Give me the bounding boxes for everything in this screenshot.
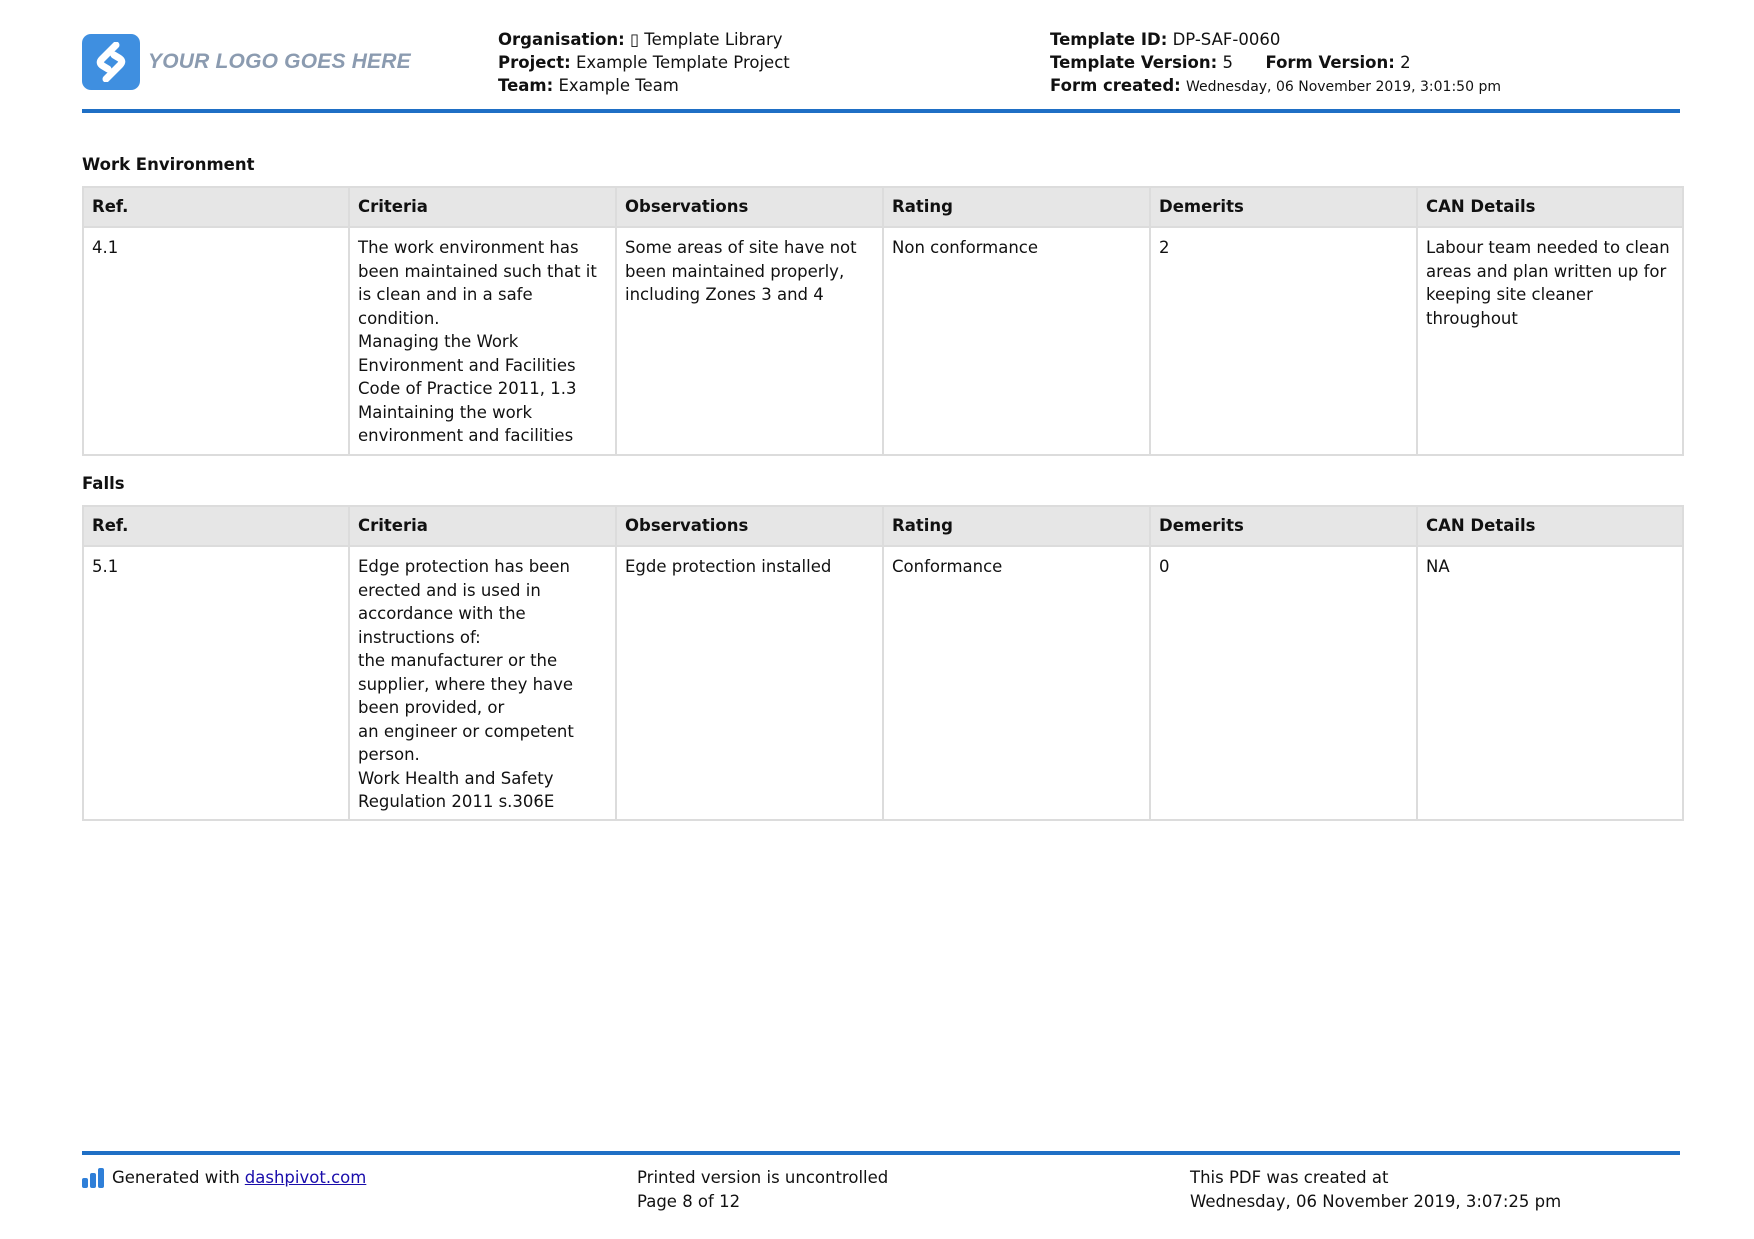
observations-cell: Some areas of site have not been maintained properly, including Zones 3 and 4 [616, 227, 883, 455]
header-project-info [498, 28, 790, 97]
form-version-value: 2 [1400, 53, 1411, 72]
criteria-line: Edge protection has been erected and is used in accordance with the instructions of: [358, 557, 570, 647]
work-environment-table [82, 186, 1684, 456]
team-line [498, 74, 790, 97]
header-divider [82, 109, 1680, 113]
footer-divider [82, 1151, 1680, 1155]
company-logo [82, 34, 411, 90]
generated-with [82, 1166, 366, 1190]
form-created-line [1050, 74, 1501, 99]
page-number: Page 8 of 12 [637, 1191, 741, 1211]
template-id-value: DP-SAF-0060 [1172, 30, 1281, 49]
organisation-icon: ▯ [629, 30, 640, 49]
criteria-line: The work environment has been maintained such that it is clean and in a safe condition. [358, 238, 597, 328]
table-row [83, 227, 1683, 455]
version-line [1050, 51, 1501, 74]
ref-cell: 5.1 [83, 546, 349, 820]
logo-mark-icon [82, 34, 140, 90]
uncontrolled-notice: Printed version is uncontrolled [637, 1168, 889, 1187]
rating-cell: Non conformance [883, 227, 1150, 455]
dashpivot-bars-icon [82, 1168, 106, 1188]
falls-table [82, 505, 1684, 821]
section-title-falls: Falls [82, 474, 125, 493]
column-header-rating: Rating [883, 506, 1150, 546]
demerits-cell: 2 [1150, 227, 1417, 455]
template-version-label: Template Version: [1050, 53, 1218, 72]
organisation-label: Organisation: [498, 30, 625, 49]
table-header-row [83, 187, 1683, 227]
column-header-can-details: CAN Details [1417, 506, 1683, 546]
form-created-label: Form created: [1050, 76, 1181, 95]
template-version-value: 5 [1222, 53, 1233, 72]
page-header [82, 28, 1680, 110]
header-template-info [1050, 28, 1501, 99]
can-details-cell: NA [1417, 546, 1683, 820]
pdf-created [1190, 1166, 1561, 1213]
column-header-rating: Rating [883, 187, 1150, 227]
criteria-line: an engineer or competent person. [358, 721, 574, 764]
project-label: Project: [498, 53, 571, 72]
can-details-cell: Labour team needed to clean areas and plan written up for keeping site cleaner throughout [1417, 227, 1683, 455]
criteria-line: the manufacturer or the supplier, where they have been provided, or [358, 651, 574, 717]
organisation-line [498, 28, 790, 51]
logo-text: YOUR LOGO GOES HERE [148, 50, 411, 73]
criteria-cell [349, 546, 616, 820]
pdf-created-label: This PDF was created at [1190, 1168, 1389, 1187]
team-label: Team: [498, 76, 554, 95]
pdf-created-value: Wednesday, 06 November 2019, 3:07:25 pm [1190, 1191, 1562, 1211]
ref-cell: 4.1 [83, 227, 349, 455]
generated-prefix: Generated with [112, 1168, 240, 1187]
column-header-ref: Ref. [83, 187, 349, 227]
print-notice [637, 1166, 888, 1213]
column-header-can-details: CAN Details [1417, 187, 1683, 227]
dashpivot-link[interactable]: dashpivot.com [244, 1168, 367, 1187]
column-header-demerits: Demerits [1150, 506, 1417, 546]
column-header-criteria: Criteria [349, 506, 616, 546]
report-page [82, 0, 1680, 1239]
section-title-work-environment: Work Environment [82, 155, 255, 174]
rating-cell: Conformance [883, 546, 1150, 820]
column-header-demerits: Demerits [1150, 187, 1417, 227]
table-row [83, 546, 1683, 820]
column-header-ref: Ref. [83, 506, 349, 546]
template-id-label: Template ID: [1050, 30, 1168, 49]
template-id-line [1050, 28, 1501, 51]
criteria-line: Work Health and Safety Regulation 2011 s.306E [358, 768, 555, 811]
form-version-label: Form Version: [1265, 53, 1395, 72]
project-line [498, 51, 790, 74]
organisation-value: Template Library [644, 30, 783, 49]
column-header-observations: Observations [616, 506, 883, 546]
form-created-value: Wednesday, 06 November 2019, 3:01:50 pm [1186, 79, 1501, 95]
observations-cell: Egde protection installed [616, 546, 883, 820]
demerits-cell: 0 [1150, 546, 1417, 820]
project-value: Example Template Project [575, 53, 790, 72]
team-value: Example Team [558, 76, 679, 95]
column-header-observations: Observations [616, 187, 883, 227]
column-header-criteria: Criteria [349, 187, 616, 227]
table-header-row [83, 506, 1683, 546]
criteria-line: Managing the Work Environment and Facilities Code of Practice 2011, 1.3 Maintaining the work environment and facilities [358, 332, 577, 445]
criteria-cell [349, 227, 616, 455]
